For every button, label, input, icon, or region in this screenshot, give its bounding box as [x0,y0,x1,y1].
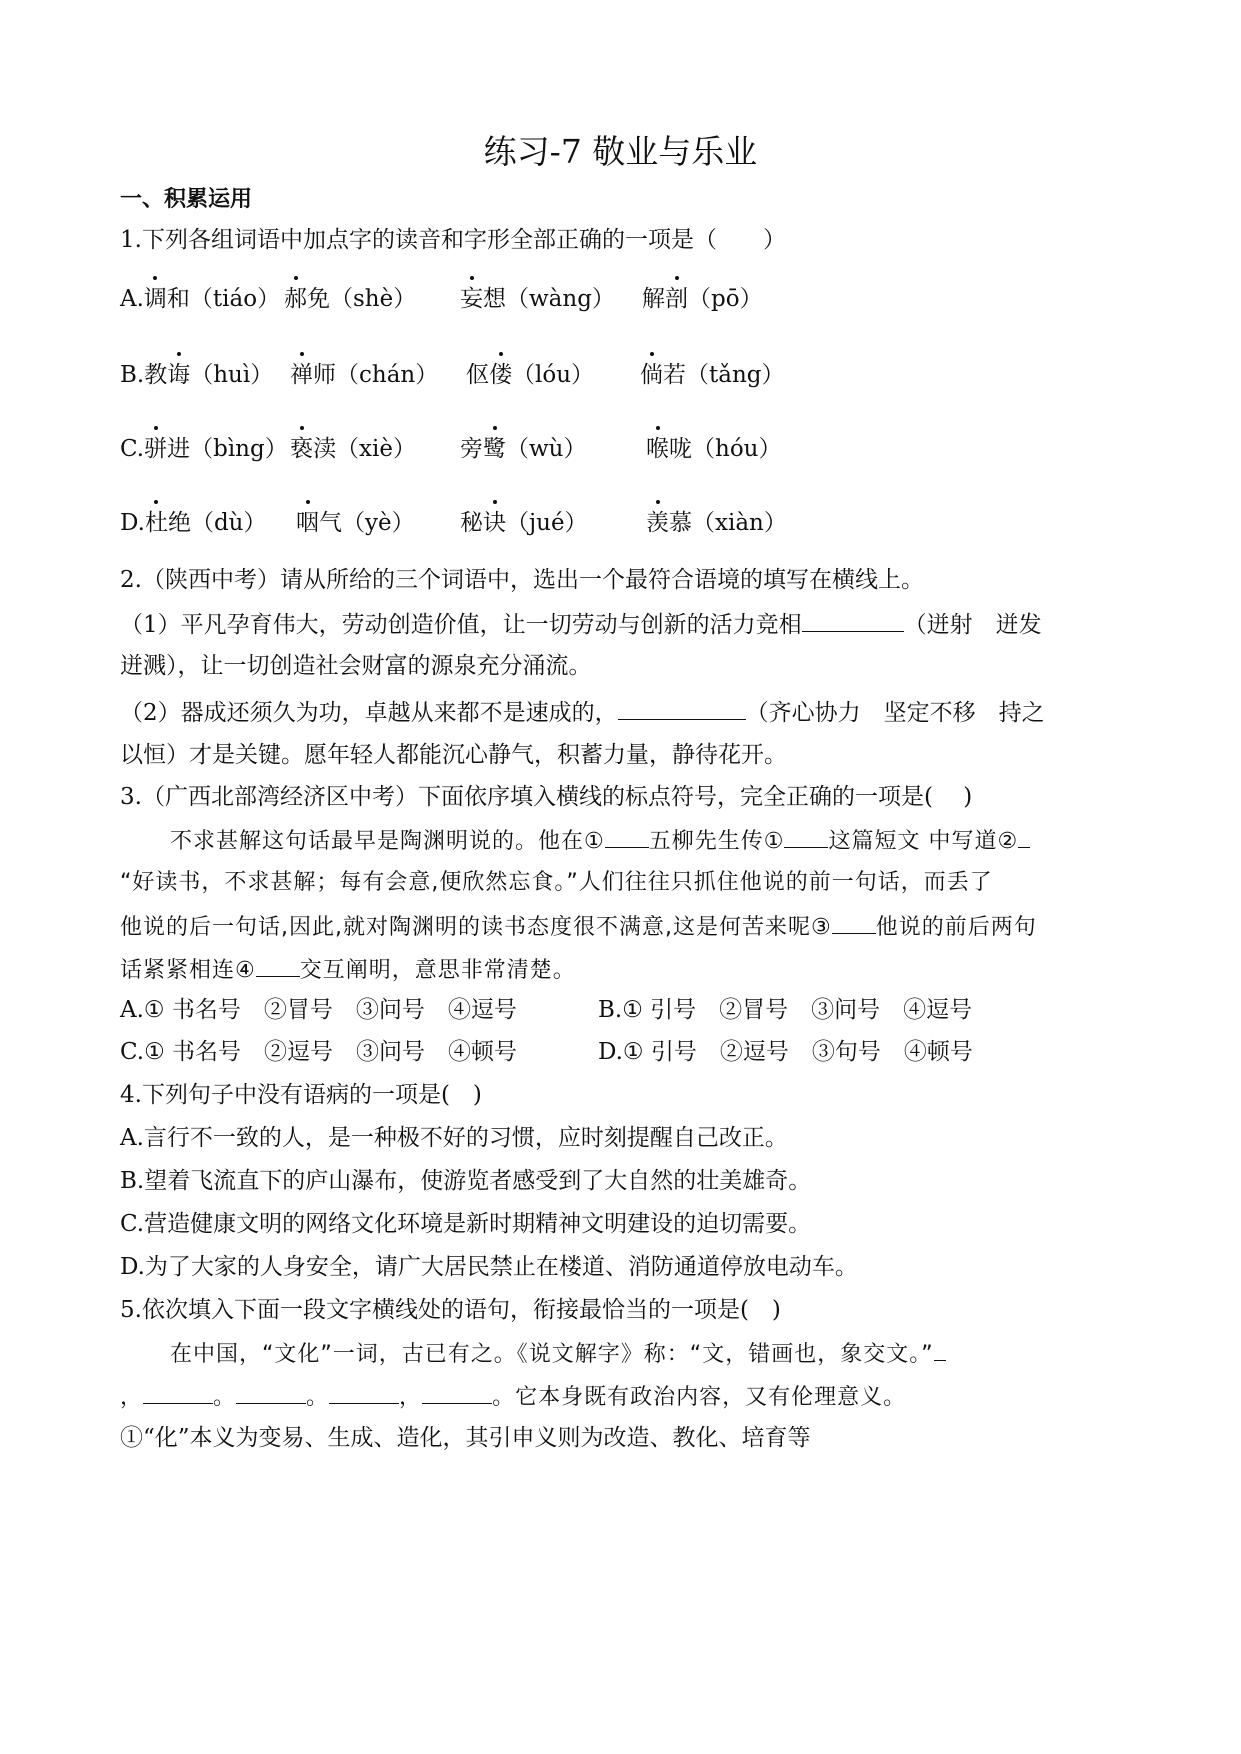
question-2-sentence-1-cont: 迸溅），让一切创造社会财富的源泉充分涌流。 [120,653,592,679]
question-2-sentence-1: （1）平凡孕育伟大，劳动创造价值，让一切劳动与创新的活力竞相 （迸射 迸发 [120,609,1042,640]
question-2-stem: 2.（陕西中考）请从所给的三个词语中，选出一个最符合语境的填写在横线上。 [120,567,924,593]
word-item: 羡慕（xiàn） [646,510,787,536]
word-item: 妄想（wàng） [460,286,615,312]
passage-line: “好读书，不求甚解；每有会意,便欣然忘食。”人们往往只抓住他说的前一句话，而丢了 [120,870,993,895]
word-item: 伛偻（lóu） [466,362,595,388]
option-a: A.言行不一致的人，是一种极不好的习惯，应时刻提醒自己改正。 [120,1125,788,1151]
answer-blank[interactable] [784,825,828,848]
word-item: 禅师（chán） [290,362,439,388]
page-title: 练习-7 敬业与乐业 [483,132,758,171]
question-4-stem: 4.下列句子中没有语病的一项是( ) [120,1082,482,1108]
question-2-sentence-2-cont: 以恒）才是关键。愿年轻人都能沉心静气，积蓄力量，静待花开。 [120,742,787,768]
answer-blank[interactable] [236,1381,306,1404]
question-1-stem: 1.下列各组词语中加点字的读音和字形全部正确的一项是（ ） [120,227,786,253]
passage-line: 不求甚解这句话最早是陶渊明说的。他在① 五柳先生传① 这篇短文 中写道② [170,825,1030,857]
word-item: 秘诀（jué） [460,510,588,536]
option-d: D.① 引号 ②逗号 ③句号 ④顿号 [598,1039,973,1065]
passage-line: 话紧紧相连④ 交互阐明，意思非常清楚。 [120,954,576,986]
question-2-sentence-2: （2）器成还须久为功，卓越从来都不是速成的， （齐心协力 坚定不移 持之 [120,697,1045,728]
word-item: 亵渎（xiè） [290,436,416,462]
answer-blank[interactable] [329,1381,399,1404]
option-b: B.望着飞流直下的庐山瀑布，使游览者感受到了大自然的壮美雄奇。 [120,1168,812,1194]
option-c: C.① 书名号 ②逗号 ③问号 ④顿号 [120,1039,518,1065]
option-d: D.为了大家的人身安全，请广大居民禁止在楼道、消防通道停放电动车。 [120,1254,858,1280]
passage-line: 在中国，“文化”一词，古已有之。《说文解字》称：“文，错画也，象交文。” [170,1338,946,1370]
word-item: 解剖（pō） [642,286,763,312]
option-b: B.① 引号 ②冒号 ③问号 ④逗号 [598,997,973,1023]
word-item: 倘若（tǎng） [640,362,785,388]
option-c: C.营造健康文明的网络文化环境是新时期精神文明建设的迫切需要。 [120,1211,812,1237]
answer-blank[interactable] [802,609,904,632]
option-a: A.① 书名号 ②冒号 ③问号 ④逗号 [120,997,517,1023]
answer-blank[interactable] [934,1338,946,1361]
passage-line: 他说的后一句话,因此,就对陶渊明的读书态度很不满意,这是何苦来呢③ 他说的前后两句 [120,911,1037,943]
word-item: 喉咙（hóu） [646,436,782,462]
word-item: C.骈进（bìng） [120,436,288,462]
word-item: 旁鹭（wù） [460,436,587,462]
answer-blank[interactable] [1018,825,1030,848]
answer-blank[interactable] [256,954,300,977]
word-item: 咽气（yè） [296,510,415,536]
section-heading: 一、积累运用 [120,187,253,212]
word-item: B.教诲（huì） [120,362,274,388]
answer-blank[interactable] [143,1381,213,1404]
answer-blank[interactable] [832,911,876,934]
word-item: D.杜绝（dù） [120,510,267,536]
answer-blank[interactable] [618,697,746,720]
answer-blank[interactable] [422,1381,492,1404]
word-item: A.调和（tiáo） [120,286,281,312]
answer-blank[interactable] [605,825,649,848]
passage-line: ， 。 。 ， 。它本身既有政治内容，又有伦理意义。 [120,1381,906,1413]
question-3-stem: 3.（广西北部湾经济区中考）下面依序填入横线的标点符号，完全正确的一项是( ) [120,784,973,810]
word-item: 郝免（shè） [284,286,417,312]
statement-1: ①“化”本义为变易、生成、造化，其引申义则为改造、教化、培育等 [120,1425,811,1451]
question-5-stem: 5.依次填入下面一段文字横线处的语句，衔接最恰当的一项是( ) [120,1297,781,1323]
